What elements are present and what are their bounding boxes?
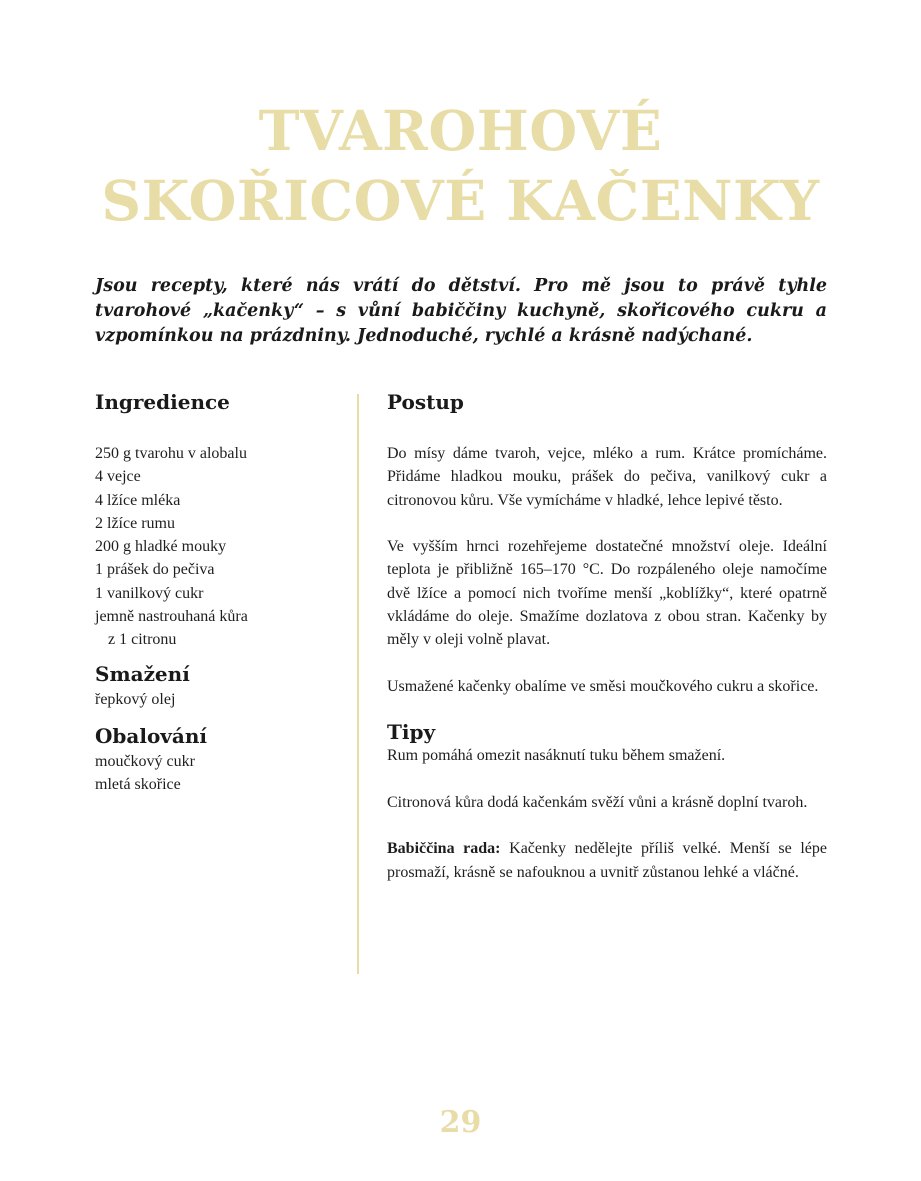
coating-item: mletá skořice — [95, 776, 181, 794]
method-paragraph: Ve vyšším hrnci rozehřejeme dostatečné množství oleje. Ideální teplota je přibližně 165–170 °C. Do rozpáleného oleje namočíme dvě lžíce a pomocí nich tvoříme menší „koblížky“, které opatrně vkládáme do oleje. Smažíme dozlatova z obou stran. Kačenky by měly v oleji volně plavat. — [387, 538, 827, 649]
method-heading: Postup — [387, 390, 464, 414]
tip-paragraph: Citronová kůra dodá kačenkám svěží vůni a krásně doplní tvaroh. — [387, 793, 808, 811]
method-body — [387, 442, 827, 698]
ingredients-heading: Ingredience — [95, 390, 230, 414]
frying-heading: Smažení — [95, 661, 190, 686]
grandma-tip-label: Babiččina rada: — [387, 840, 501, 858]
frying-section — [95, 660, 335, 711]
tip-paragraph: Rum pomáhá omezit nasáknutí tuku během smažení. — [387, 747, 726, 765]
ingredient-item: 2 lžíce rumu — [95, 514, 175, 532]
ingredient-item: 1 vanilkový cukr — [95, 584, 204, 602]
ingredient-item: 250 g tvarohu v alobalu — [95, 445, 247, 462]
page-number: 29 — [439, 1105, 482, 1140]
coating-heading: Obalování — [95, 723, 208, 748]
ingredient-item: 1 prášek do pečiva — [95, 561, 215, 579]
ingredients-list — [95, 442, 335, 652]
method-paragraph: Usmažené kačenky obalíme ve směsi moučkového cukru a skořice. — [387, 677, 819, 695]
ingredients-column — [95, 388, 335, 797]
tips-heading: Tipy — [387, 720, 436, 745]
recipe-title — [0, 96, 921, 236]
recipe-intro: Jsou recepty, které nás vrátí do dětství. Pro mě jsou to právě tyhle tvarohové „kačenky“ – s vůní babiččiny kuchyně, skořicového cukru a vzpomínkou na prázdniny. Jednoduché, rychlé a krásně nadýchané. — [95, 276, 827, 346]
grandma-tip-text: Kačenky nedělejte příliš velké. Menší se lépe prosmaží, krásně se nafouknou a uvnitř zůstanou lehké a vláčné. — [387, 840, 827, 881]
ingredient-item: 4 vejce — [95, 468, 141, 486]
ingredient-item: 4 lžíce mléka — [95, 491, 181, 509]
column-divider — [357, 394, 359, 974]
recipe-title-line-1: TVAROHOVÉ — [258, 98, 663, 163]
method-paragraph: Do mísy dáme tvaroh, vejce, mléko a rum. Krátce promícháme. Přidáme hladkou mouku, prášek do pečiva, vanilkový cukr a citronovou kůru. Vše vymícháme v hladké, lehce lepivé těsto. — [387, 445, 827, 509]
coating-section — [95, 722, 335, 797]
ingredient-item: jemně nastrouhaná kůra — [95, 608, 248, 626]
coating-item: moučkový cukr — [95, 752, 195, 770]
tips-section — [387, 720, 827, 884]
recipe-title-line-2: SKOŘICOVÉ KAČENKY — [101, 168, 820, 233]
frying-item: řepkový olej — [95, 690, 176, 708]
ingredient-item: z 1 citronu — [108, 631, 177, 649]
ingredient-item: 200 g hladké mouky — [95, 538, 227, 556]
grandma-tip — [387, 837, 827, 884]
method-column — [387, 388, 827, 884]
